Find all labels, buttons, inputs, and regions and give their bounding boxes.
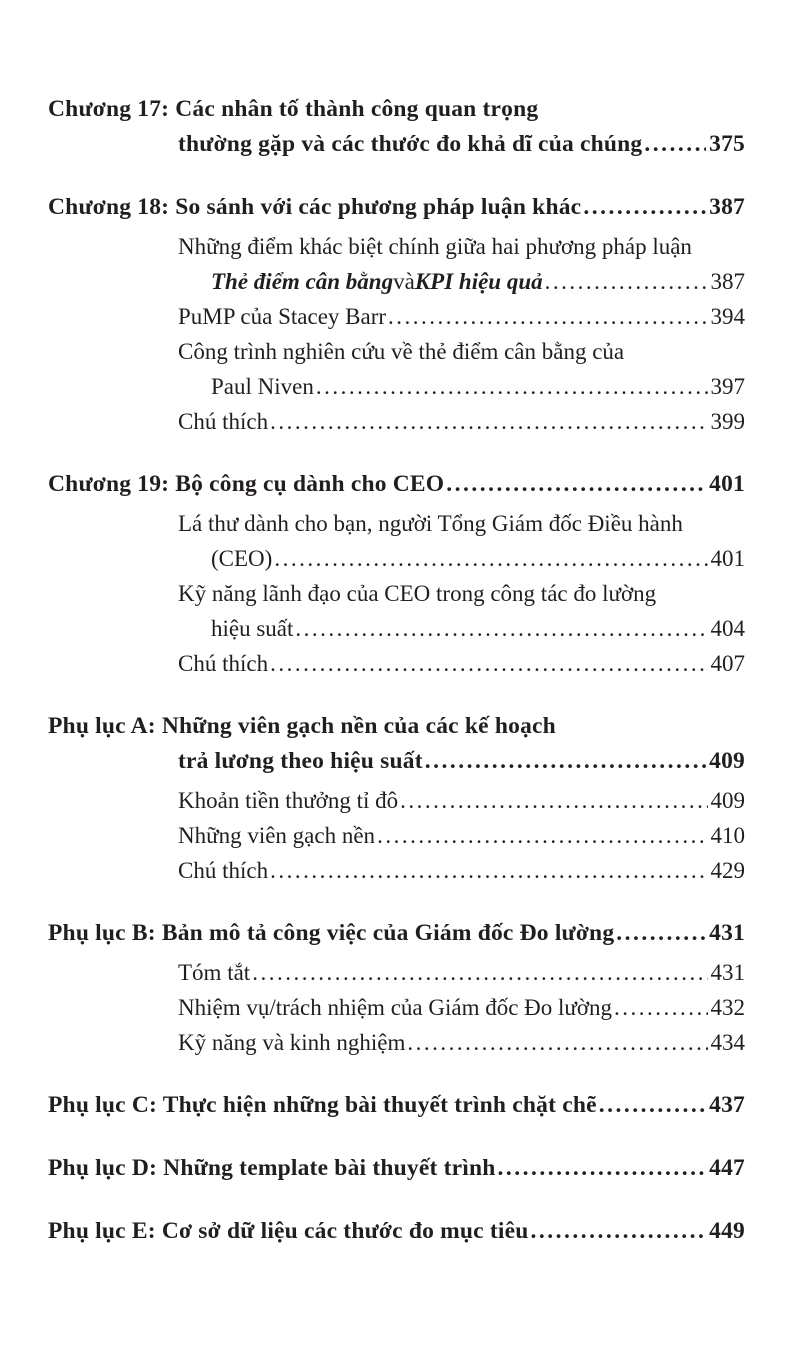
dot-leader — [252, 955, 707, 990]
toc-sub-item-continuation — [48, 541, 745, 576]
toc-sub-item — [48, 783, 745, 818]
dot-leader — [295, 611, 707, 646]
toc-line-title: thường gặp và các thước đo khả dĩ của chúng — [178, 131, 643, 157]
toc-sub-item — [48, 404, 745, 439]
toc-entry-phu-luc-e — [48, 1214, 745, 1249]
toc-line-title: Chương 18: So sánh với các phương pháp luận khác — [48, 194, 582, 220]
page-number: 437 — [709, 1092, 745, 1118]
toc-appendix-heading-continuation — [48, 744, 745, 779]
dot-leader — [599, 1088, 706, 1123]
toc-line-title: Chương 17: Các nhân tố thành công quan trọng — [48, 96, 539, 122]
toc-entry-chuong-18 — [48, 190, 745, 439]
dot-leader — [400, 783, 707, 818]
page-number: 434 — [710, 1030, 745, 1055]
toc-sub-item — [48, 506, 745, 541]
toc-line-title: PuMP của Stacey Barr — [178, 304, 387, 329]
page-number: 394 — [710, 304, 745, 329]
toc-chapter-heading — [48, 467, 745, 502]
page-number: 431 — [710, 960, 745, 985]
toc-line-title: Tóm tắt — [178, 960, 251, 985]
page-number: 449 — [709, 1218, 745, 1244]
dot-leader — [388, 299, 707, 334]
toc-line-title: Nhiệm vụ/trách nhiệm của Giám đốc Đo lường — [178, 995, 613, 1020]
toc-line-title: Khoản tiền thưởng tỉ đô — [178, 788, 399, 813]
toc-line-title: (CEO) — [211, 546, 273, 571]
page-number: 401 — [709, 471, 745, 497]
page-number: 387 — [709, 194, 745, 220]
toc-sub-item — [48, 299, 745, 334]
toc-chapter-heading — [48, 190, 745, 225]
dot-leader — [270, 646, 707, 681]
dot-leader — [644, 127, 706, 162]
toc-line-title: Chú thích — [178, 858, 269, 883]
page-number: 409 — [710, 788, 745, 813]
toc-line-title: Những viên gạch nền — [178, 823, 376, 848]
page-number: 410 — [710, 823, 745, 848]
dot-leader — [270, 853, 707, 888]
toc-sub-item — [48, 1025, 745, 1060]
dot-leader — [446, 467, 706, 502]
toc-appendix-heading — [48, 1214, 745, 1249]
toc-line-title: Paul Niven — [211, 374, 314, 399]
toc-chapter-heading — [48, 92, 745, 127]
toc-sub-item — [48, 334, 745, 369]
toc-line-title: Chú thích — [178, 651, 269, 676]
toc-sub-item-continuation — [48, 611, 745, 646]
toc-line-title: Chú thích — [178, 409, 269, 434]
page-number: 397 — [710, 374, 745, 399]
toc-line-title: Kỹ năng lãnh đạo của CEO trong công tác đo lường — [178, 581, 657, 606]
toc-line-title: Công trình nghiên cứu về thẻ điểm cân bằng của — [178, 339, 625, 364]
toc-entry-phu-luc-c — [48, 1088, 745, 1123]
toc-sub-item — [48, 955, 745, 990]
toc-entry-chuong-19 — [48, 467, 745, 681]
toc-entry-phu-luc-d — [48, 1151, 745, 1186]
dot-leader — [274, 541, 707, 576]
toc-line-title: Những điểm khác biệt chính giữa hai phương pháp luận — [178, 234, 692, 259]
page-number: 399 — [710, 409, 745, 434]
toc-line-title: Phụ lục B: Bản mô tả công việc của Giám đốc Đo lường — [48, 920, 615, 946]
toc-line-title-emphasis: KPI hiệu quả — [414, 269, 543, 294]
page-number: 401 — [710, 546, 745, 571]
dot-leader — [425, 744, 706, 779]
dot-leader — [614, 990, 707, 1025]
page-number: 432 — [710, 995, 745, 1020]
toc-sub-item — [48, 990, 745, 1025]
dot-leader — [498, 1151, 707, 1186]
page-number: 375 — [709, 131, 745, 157]
dot-leader — [545, 264, 708, 299]
toc-sub-item — [48, 818, 745, 853]
toc-entry-chuong-17 — [48, 92, 745, 162]
toc-sub-item-continuation — [48, 369, 745, 404]
dot-leader — [270, 404, 707, 439]
toc-appendix-heading — [48, 709, 745, 744]
toc-appendix-heading — [48, 916, 745, 951]
toc-line-title: và — [393, 269, 415, 294]
dot-leader — [316, 369, 708, 404]
toc-line-title: Phụ lục A: Những viên gạch nền của các kế hoạch — [48, 713, 556, 739]
toc-sub-item-continuation — [48, 264, 745, 299]
toc-sub-item — [48, 229, 745, 264]
toc-appendix-heading — [48, 1088, 745, 1123]
page-number: 387 — [710, 269, 745, 294]
toc-line-title: Phụ lục C: Thực hiện những bài thuyết trình chặt chẽ — [48, 1092, 597, 1118]
dot-leader — [616, 916, 706, 951]
page-number: 447 — [709, 1155, 745, 1181]
page-number: 404 — [710, 616, 745, 641]
toc-sub-item — [48, 576, 745, 611]
toc-line-title: Lá thư dành cho bạn, người Tổng Giám đốc Điều hành — [178, 511, 683, 536]
toc-sub-item — [48, 853, 745, 888]
toc-chapter-heading-continuation — [48, 127, 745, 162]
page-number: 429 — [710, 858, 745, 883]
toc-appendix-heading — [48, 1151, 745, 1186]
toc-line-title: Phụ lục E: Cơ sở dữ liệu các thước đo mục tiêu — [48, 1218, 529, 1244]
page-number: 407 — [710, 651, 745, 676]
toc-line-title: Kỹ năng và kinh nghiệm — [178, 1030, 406, 1055]
toc-line-title: Phụ lục D: Những template bài thuyết trình — [48, 1155, 496, 1181]
page-number: 409 — [709, 748, 745, 774]
dot-leader — [583, 190, 706, 225]
toc-line-title: hiệu suất — [211, 616, 294, 641]
toc-line-title-emphasis: Thẻ điểm cân bằng — [211, 269, 394, 294]
toc-entry-phu-luc-b — [48, 916, 745, 1060]
dot-leader — [407, 1025, 707, 1060]
toc-sub-item — [48, 646, 745, 681]
page-number: 431 — [709, 920, 745, 946]
toc-line-title: trả lương theo hiệu suất — [178, 748, 423, 774]
dot-leader — [377, 818, 707, 853]
toc-entry-phu-luc-a — [48, 709, 745, 888]
toc-line-title: Chương 19: Bộ công cụ dành cho CEO — [48, 471, 445, 497]
dot-leader — [531, 1214, 707, 1249]
